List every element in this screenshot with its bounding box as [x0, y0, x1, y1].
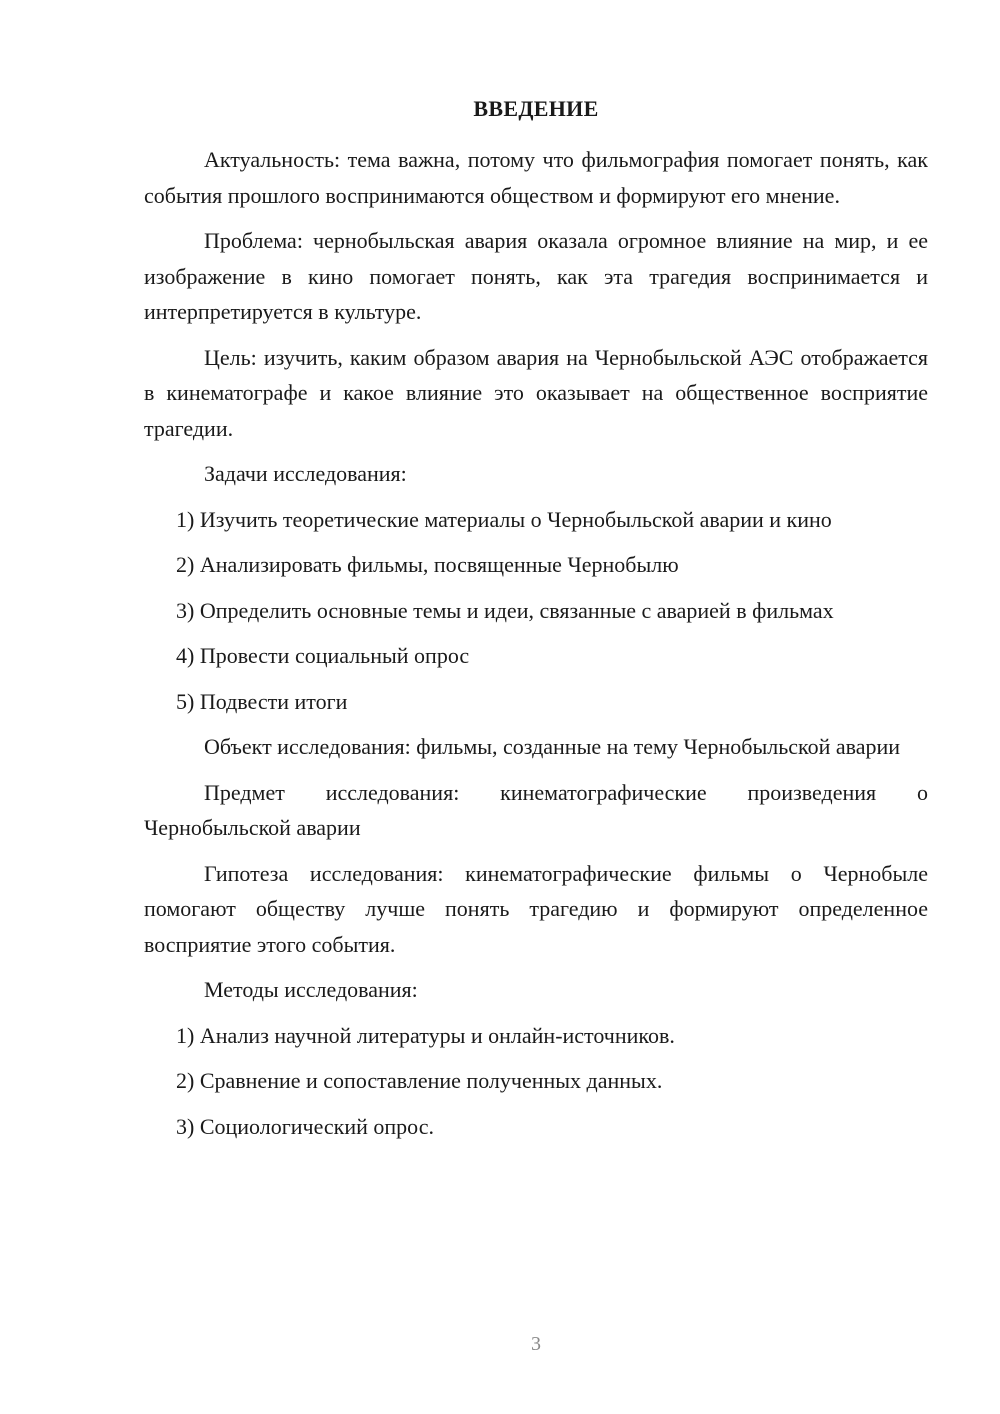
- tasks-heading: Задачи исследования:: [204, 461, 407, 486]
- subject-paragraph: Предмет исследования: кинематографические произведения о Чернобыльской аварии: [144, 779, 928, 840]
- hypothesis-paragraph: Гипотеза исследования: кинематографические фильмы о Чернобыле помогают обществу лучше понять трагедию и формируют определенное восприятие этого события.: [144, 860, 928, 957]
- list-item: 5) Подвести итоги: [176, 688, 348, 714]
- list-item: 2) Сравнение и сопоставление полученных данных.: [176, 1068, 663, 1093]
- list-item: 1) Анализ научной литературы и онлайн-источников.: [176, 1022, 675, 1048]
- document-body: [144, 142, 928, 1154]
- tasks-list: [144, 502, 928, 720]
- object-paragraph: Объект исследования: фильмы, созданные на тему Чернобыльской аварии: [204, 734, 901, 759]
- list-item: 3) Определить основные темы и идеи, связанные с аварией в фильмах: [176, 597, 834, 623]
- page-title: ВВЕДЕНИЕ: [473, 96, 599, 121]
- list-item: 2) Анализировать фильмы, посвященные Чернобылю: [176, 552, 679, 577]
- methods-list: [144, 1018, 928, 1145]
- list-item: 1) Изучить теоретические материалы о Чернобыльской аварии и кино: [176, 506, 832, 532]
- relevance-paragraph: Актуальность: тема важна, потому что фильмография помогает понять, как события прошлого воспринимаются обществом и формируют его мнение.: [144, 147, 928, 208]
- list-item: 3) Социологический опрос.: [176, 1113, 434, 1139]
- problem-paragraph: Проблема: чернобыльская авария оказала огромное влияние на мир, и ее изображение в кино помогает понять, как эта трагедия воспринимается и интерпретируется в культуре.: [144, 228, 928, 324]
- page-number: 3: [531, 1333, 541, 1355]
- goal-paragraph: Цель: изучить, каким образом авария на Чернобыльской АЭС отображается в кинематографе и какое влияние это оказывает на общественное восприятие трагедии.: [144, 344, 928, 441]
- list-item: 4) Провести социальный опрос: [176, 643, 470, 668]
- methods-heading: Методы исследования:: [204, 977, 418, 1002]
